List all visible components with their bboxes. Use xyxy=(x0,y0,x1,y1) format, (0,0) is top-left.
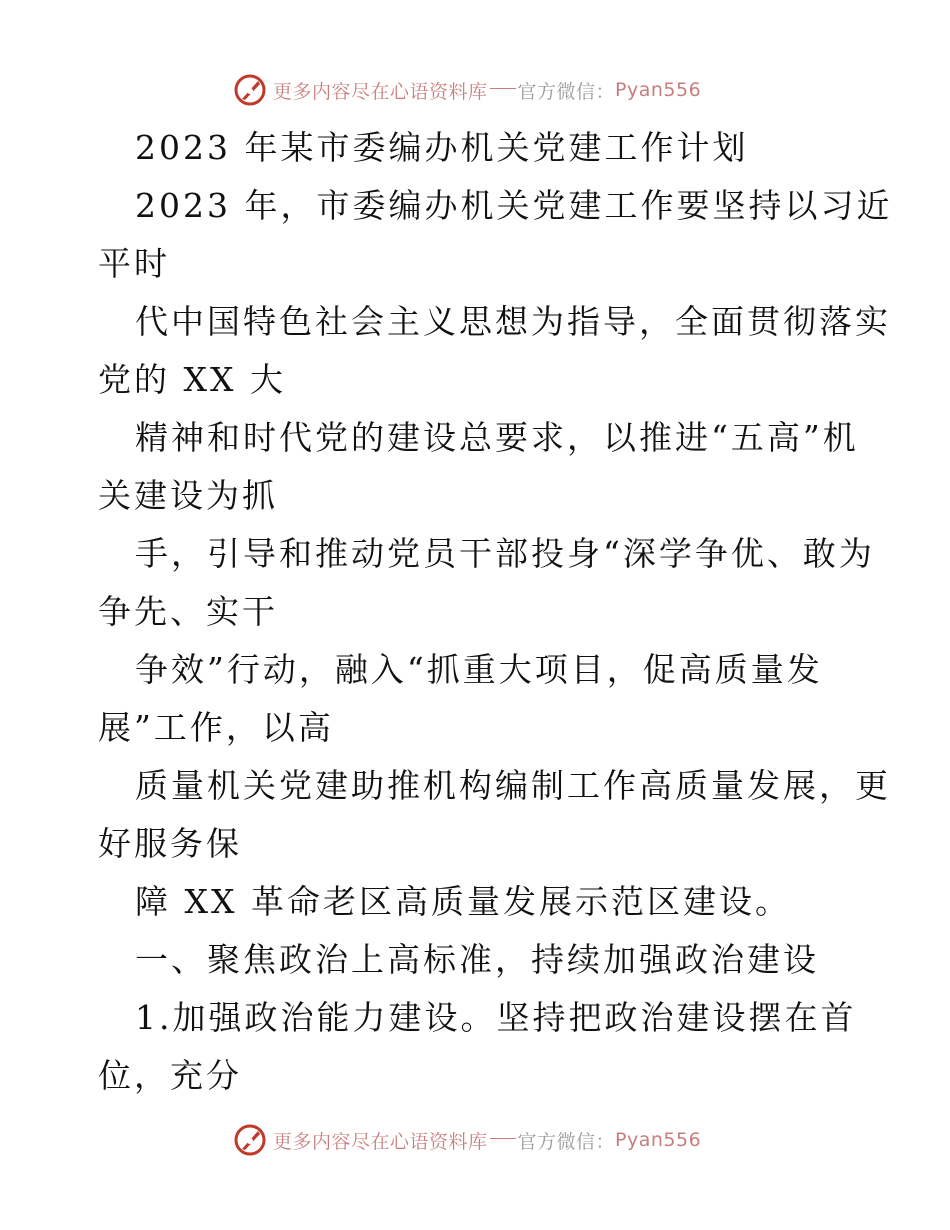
paragraph-line: 争效”行动，融入“抓重大项目，促高质量发 xyxy=(135,650,823,689)
watermark-wechat-id: Pyan556 xyxy=(615,79,702,101)
paragraph-line: 关建设为抓 xyxy=(98,476,278,515)
paragraph-line: 平时 xyxy=(98,244,170,283)
watermark-separator xyxy=(490,88,516,89)
watermark-main-text: 更多内容尽在心语资料库 xyxy=(273,1130,488,1153)
paragraph-line: 党的 XX 大 xyxy=(98,360,286,399)
paragraph-line: 展”工作，以高 xyxy=(98,708,334,747)
watermark-main-text: 更多内容尽在心语资料库 xyxy=(273,80,488,103)
paragraph-line: 1.加强政治能力建设。坚持把政治建设摆在首 xyxy=(135,998,857,1037)
quill-logo-icon xyxy=(233,1123,267,1157)
paragraph-line: 质量机关党建助推机构编制工作高质量发展，更 xyxy=(135,766,891,805)
watermark-official-label: 官方微信： xyxy=(517,1130,616,1153)
paragraph-line: 障 XX 革命老区高质量发展示范区建设。 xyxy=(135,882,791,921)
paragraph-line: 好服务保 xyxy=(98,824,242,863)
watermark-wechat-id: Pyan556 xyxy=(615,1129,702,1151)
watermark-official-label: 官方微信： xyxy=(517,80,616,103)
paragraph-line: 位，充分 xyxy=(98,1056,242,1095)
footer-watermark xyxy=(233,1123,701,1157)
paragraph-line: 精神和时代党的建设总要求，以推进“五高”机 xyxy=(135,418,859,457)
quill-logo-icon xyxy=(233,73,267,107)
paragraph-line: 2023 年，市委编办机关党建工作要坚持以习近 xyxy=(135,186,893,225)
paragraph-line: 手，引导和推动党员干部投身“深学争优、敢为 xyxy=(135,534,875,573)
header-watermark xyxy=(233,73,701,107)
document-title: 2023 年某市委编办机关党建工作计划 xyxy=(135,128,749,167)
paragraph-line: 争先、实干 xyxy=(98,592,278,631)
watermark-separator xyxy=(490,1138,516,1139)
section-heading: 一、聚焦政治上高标准，持续加强政治建设 xyxy=(135,940,819,979)
paragraph-line: 代中国特色社会主义思想为指导，全面贯彻落实 xyxy=(135,302,891,341)
